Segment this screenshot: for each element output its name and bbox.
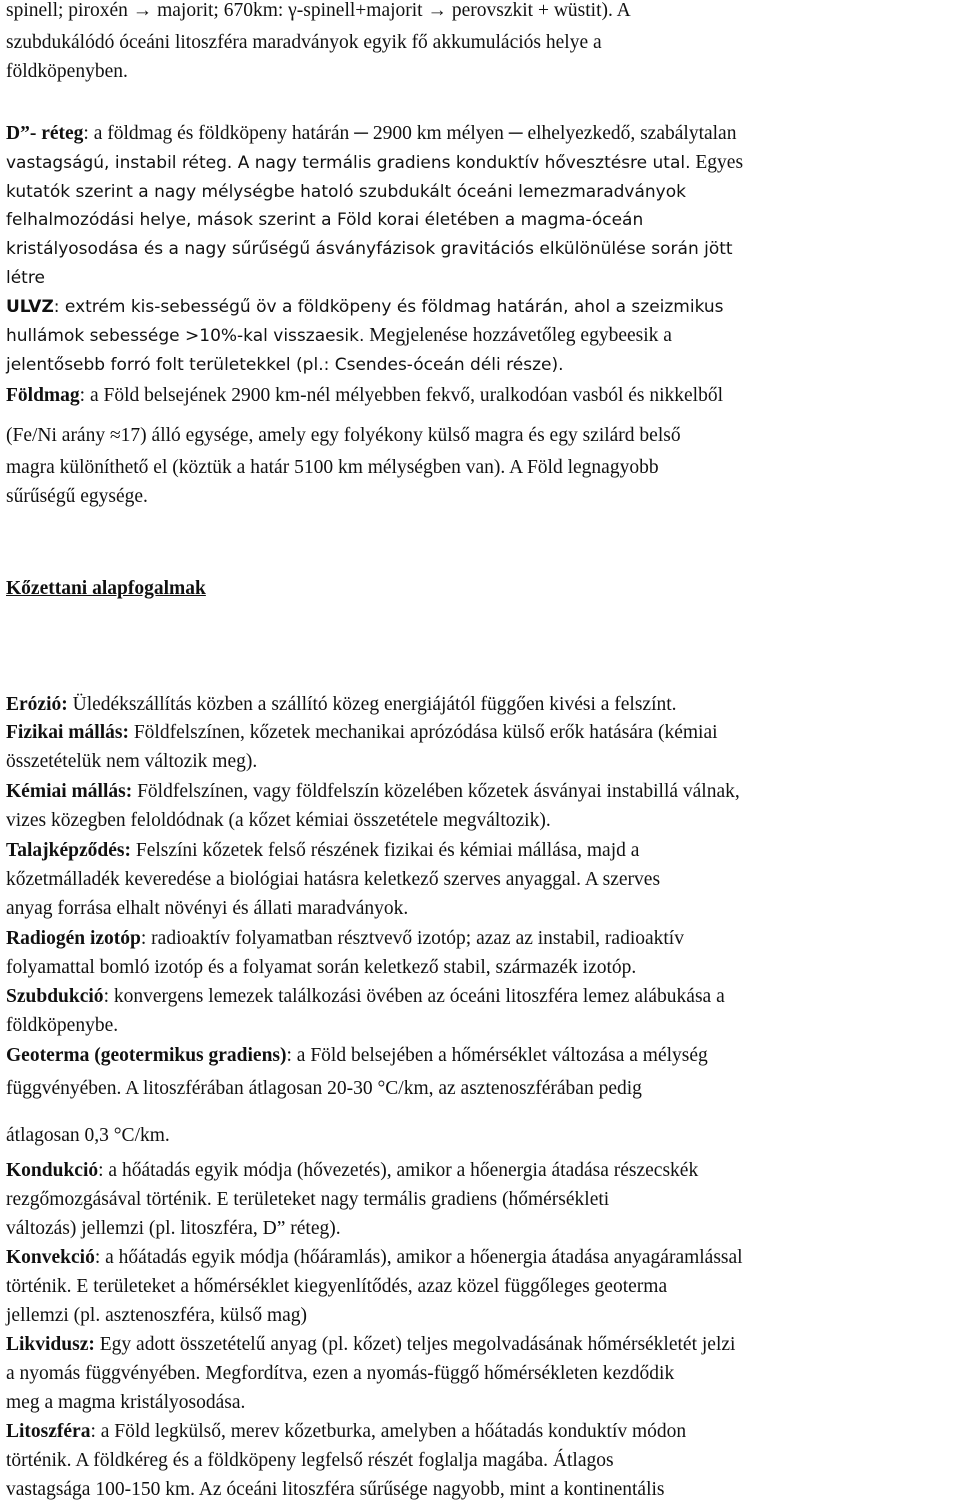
dlayer-line: kristályosodása és a nagy sűrűségű ásványfázisok gravitációs elkülönülése során jött [6,239,733,259]
term-name: Erózió: [6,694,68,715]
core-line: sűrűségű egysége. [6,486,148,507]
term-name: Konvekció [6,1247,95,1268]
term-line: Kémiai mállás: Földfelszínen, vagy földfelszín közelében kőzetek ásványai instabillá válnak, [6,781,740,802]
term-line: meg a magma kristályosodása. [6,1392,246,1413]
term-line: Szubdukció: konvergens lemezek találkozási övében az óceáni litoszféra lemez alábukása a [6,986,725,1007]
intro-line: spinell; piroxén → majorit; 670km: γ-spinell+majorit → perovszkit + wüstit). A [6,0,631,21]
term-line: anyag forrása elhalt növényi és állati maradványok. [6,898,409,919]
term-line: kőzetmálladék keveredése a biológiai hatásra keletkező szerves anyaggal. A szerves [6,869,661,890]
term-name: Geoterma (geotermikus gradiens) [6,1045,287,1066]
term-line: Erózió: Üledékszállítás közben a szállító közeg energiájától függően kivési a felszínt. [6,694,677,715]
ulvz-line: hullámok sebessége >10%-kal visszaesik. Megjelenése hozzávetőleg egybeesik a [6,325,672,346]
term-line: vastagsága 100-150 km. Az óceáni litoszféra sűrűsége nagyobb, mint a kontinentális [6,1479,665,1500]
term-line: történik. E területeket a hőmérséklet kiegyenlítődés, azaz közel függőleges geoterma [6,1276,668,1297]
section-heading: Kőzettani alapfogalmak [6,578,206,599]
dlayer-line: D”- réteg: a földmag és földköpeny határán ─ 2900 km mélyen ─ elhelyezkedő, szabálytalan [6,123,737,144]
term-name: Likvidusz: [6,1334,95,1355]
dlayer-term: D”- réteg [6,123,84,144]
core-line: magra különíthető el (köztük a határ 5100 km mélységben van). A Föld legnagyobb [6,457,659,478]
term-line: Talajképződés: Felszíni kőzetek felső részének fizikai és kémiai mállása, majd a [6,840,640,861]
ulvz-line: jelentősebb forró folt területekkel (pl.: Csendes-óceán déli része). [6,355,564,375]
term-name: Kémiai mállás: [6,781,133,802]
term-name: Talajképződés: [6,840,131,861]
term-name: Radiogén izotóp [6,928,141,949]
term-line: vizes közegben feloldódnak (a kőzet kémiai összetétele megváltozik). [6,810,551,831]
term-name: Fizikai mállás: [6,722,129,743]
term-line: összetételük nem változik meg). [6,751,258,772]
term-line: átlagosan 0,3 °C/km. [6,1125,170,1146]
term-line: rezgőmozgásával történik. E területeket nagy termális gradiens (hőmérsékleti [6,1189,610,1210]
term-name: Szubdukció [6,986,104,1007]
term-line: Konvekció: a hőátadás egyik módja (hőáramlás), amikor a hőenergia átadása anyagáramlással [6,1247,743,1268]
ulvz-line: ULVZ: extrém kis-sebességű öv a földköpeny és földmag határán, ahol a szeizmikus [6,297,724,317]
term-line: Litoszféra: a Föld legkülső, merev kőzetburka, amelyben a hőátadás konduktív módon [6,1421,687,1442]
core-line: (Fe/Ni arány ≈17) álló egysége, amely egy folyékony külső magra és egy szilárd belső [6,425,681,446]
term-line: függvényében. A litoszférában átlagosan 20-30 °C/km, az asztenoszférában pedig [6,1078,642,1099]
term-line: Radiogén izotóp: radioaktív folyamatban résztvevő izotóp; azaz az instabil, radioaktív [6,928,684,949]
dlayer-line: vastagságú, instabil réteg. A nagy termális gradiens konduktív hővesztésre utal. Egyes [6,152,744,173]
term-line: változás) jellemzi (pl. litoszféra, D” réteg). [6,1218,341,1239]
dlayer-line: létre [6,268,45,288]
term-line: a nyomás függvényében. Megfordítva, ezen a nyomás-függő hőmérsékleten kezdődik [6,1363,675,1384]
term-line: Fizikai mállás: Földfelszínen, kőzetek mechanikai aprózódása külső erők hatására (kémiai [6,722,718,743]
dlayer-line: kutatók szerint a nagy mélységbe hatoló szubdukált óceáni lemezmaradványok [6,182,686,202]
intro-line: földköpenyben. [6,61,128,82]
term-line: földköpenybe. [6,1015,119,1036]
core-line: Földmag: a Föld belsejének 2900 km-nél mélyebben fekvő, uralkodóan vasból és nikkelből [6,385,724,406]
dlayer-line: felhalmozódási helye, mások szerint a Föld korai életében a magma-óceán [6,210,644,230]
term-line: Geoterma (geotermikus gradiens): a Föld belsejében a hőmérséklet változása a mélység [6,1045,708,1066]
term-line: jellemzi (pl. asztenoszféra, külső mag) [6,1305,308,1326]
term-line: történik. A földkéreg és a földköpeny legfelső részét foglalja magába. Átlagos [6,1450,614,1471]
intro-line: szubdukálódó óceáni litoszféra maradványok egyik fő akkumulációs helye a [6,32,602,53]
term-name: Kondukció [6,1160,99,1181]
core-term: Földmag [6,385,80,406]
term-line: Likvidusz: Egy adott összetételű anyag (pl. kőzet) teljes megolvadásának hőmérsékletét jelzi [6,1334,736,1355]
term-name: Litoszféra [6,1421,91,1442]
term-line: Kondukció: a hőátadás egyik módja (hővezetés), amikor a hőenergia átadása részecskék [6,1160,699,1181]
ulvz-term: ULVZ [6,297,54,317]
term-line: folyamattal bomló izotóp és a folyamat során keletkező stabil, származék izotóp. [6,957,637,978]
